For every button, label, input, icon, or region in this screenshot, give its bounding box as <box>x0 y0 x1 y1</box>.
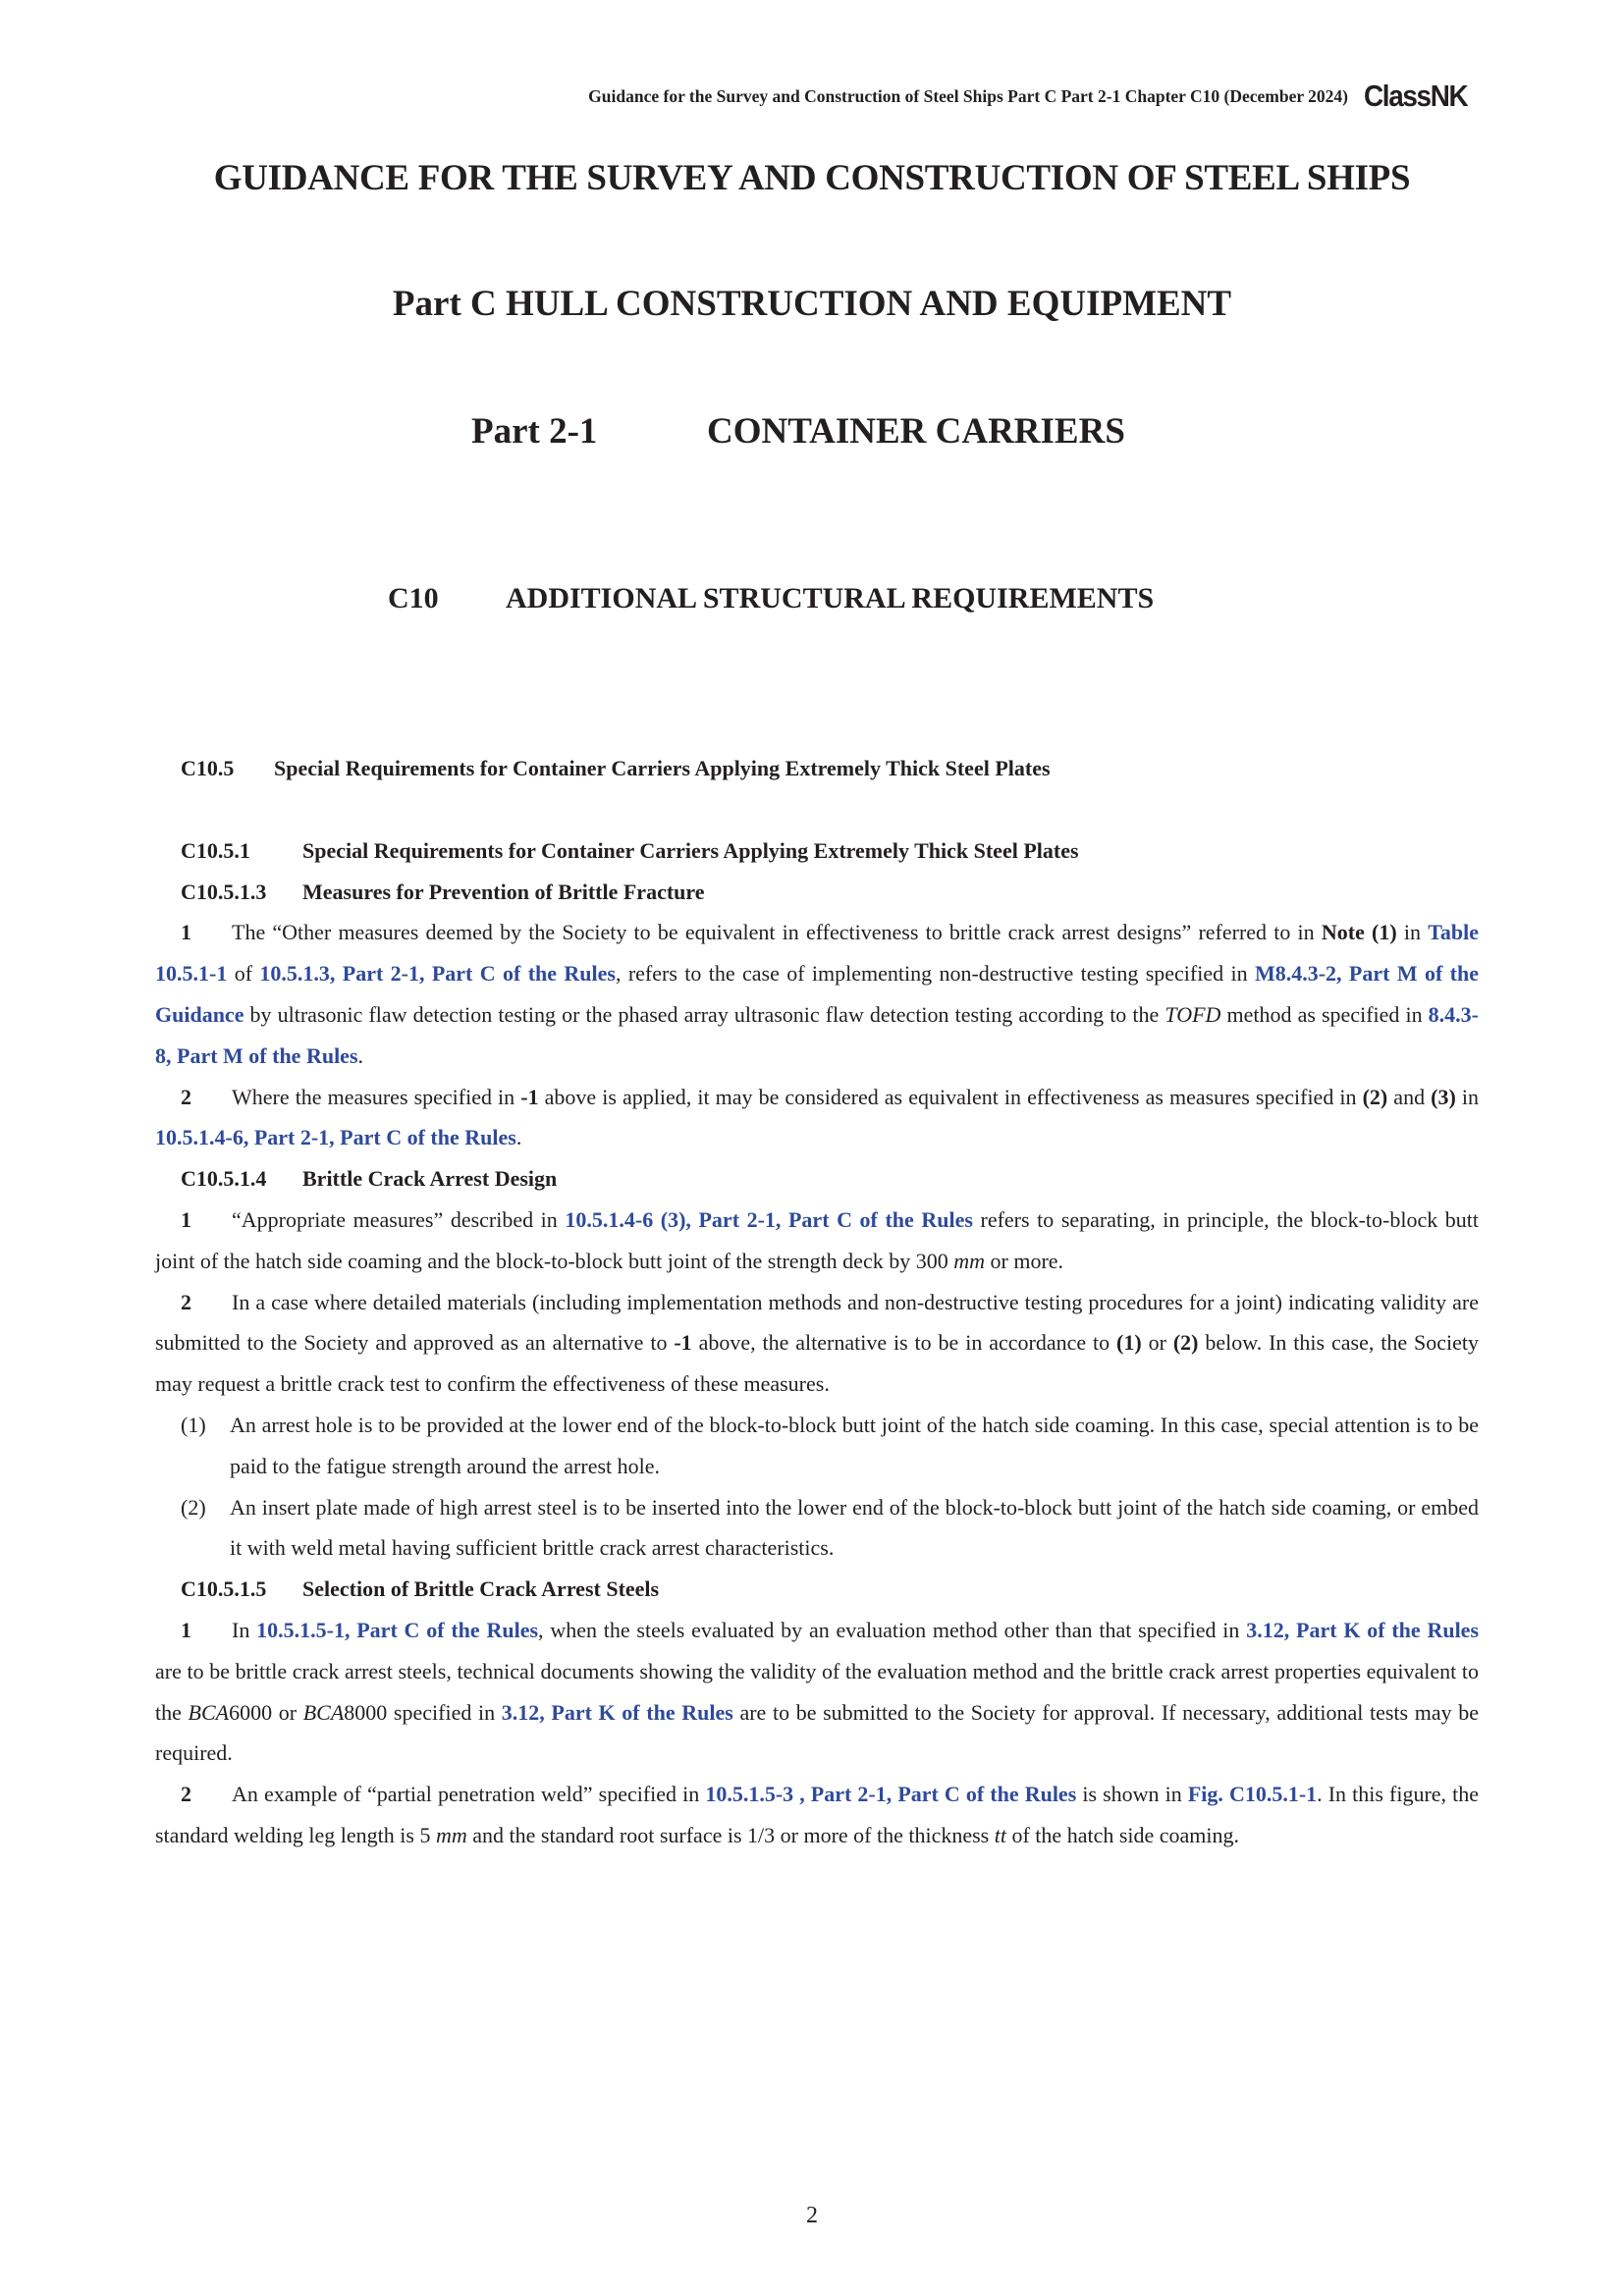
part-title: Part C HULL CONSTRUCTION AND EQUIPMENT <box>392 284 1232 324</box>
section-heading <box>155 748 1479 789</box>
paragraph: 2 In a case where detailed materials (including implementation methods and non-destructive testing procedures for a joint) indicating validity are submitted to the Society and approved as an alternative to -1 above, the alternative is to be in accordance to (1) or (2) below. In this case, the Society may request a brittle crack test to confirm the effectiveness of these measures. <box>155 1282 1479 1405</box>
subpart-number: Part 2-1 <box>471 411 598 452</box>
classnk-logo: ClassNK <box>1364 79 1468 113</box>
section-title: Brittle Crack Arrest Design <box>302 1166 558 1192</box>
running-title: Guidance for the Survey and Construction of Steel Ships Part C Part 2-1 Chapter C10 (December 2024) <box>588 85 1348 106</box>
document-body <box>155 748 1479 1856</box>
running-header <box>588 79 1479 114</box>
paragraph: 1 The “Other measures deemed by the Society to be equivalent in effectiveness to brittle crack arrest designs” referred to in Note (1) in Table 10.5.1-1 of 10.5.1.3, Part 2-1, Part C of the Rules, refers to the case of implementing non-destructive testing specified in M8.4.3-2, Part M of the Guidance by ultrasonic flaw detection testing or the phased array ultrasonic flaw detection testing according to the TOFD method as specified in 8.4.3-8, Part M of the Rules. <box>155 912 1479 1076</box>
section-title: Measures for Prevention of Brittle Fracture <box>302 879 705 904</box>
paragraph: 2 An example of “partial penetration weld” specified in 10.5.1.5-3 , Part 2-1, Part C of the Rules is shown in Fig. C10.5.1-1. In this figure, the standard welding leg length is 5 mm and the standard root surface is 1/3 or more of the thickness tt of the hatch side coaming. <box>155 1774 1479 1856</box>
rule-link[interactable]: 10.5.1.4-6 (3), Part 2-1, Part C of the Rules <box>565 1206 973 1232</box>
subpart-name: CONTAINER CARRIERS <box>707 411 1125 452</box>
section-heading <box>155 1158 1479 1200</box>
main-title: GUIDANCE FOR THE SURVEY AND CONSTRUCTION OF STEEL SHIPS <box>213 158 1411 198</box>
rule-link[interactable]: 10.5.1.5-1, Part C of the Rules <box>256 1617 539 1642</box>
rule-link[interactable]: Table 10.5.1-1 <box>155 920 1479 987</box>
section-heading <box>155 872 1479 913</box>
rule-link[interactable]: 10.5.1.4-6, Part 2-1, Part C of the Rules <box>155 1125 516 1150</box>
paragraph-number: 1 <box>181 1206 191 1232</box>
paragraph-number: 1 <box>181 920 191 945</box>
paragraph-number: 2 <box>181 1289 191 1314</box>
paragraph: 1 In 10.5.1.5-1, Part C of the Rules, when the steels evaluated by an evaluation method other than that specified in 3.12, Part K of the Rules are to be brittle crack arrest steels, technical documents showing the validity of the evaluation method and the brittle crack arrest properties equivalent to the BCA6000 or BCA8000 specified in 3.12, Part K of the Rules are to be submitted to the Society for approval. If necessary, additional tests may be required. <box>155 1610 1479 1774</box>
rule-link[interactable]: 3.12, Part K of the Rules <box>501 1699 733 1725</box>
section-heading <box>155 1569 1479 1610</box>
sub-item-number: (2) <box>181 1494 206 1520</box>
paragraph-number: 2 <box>181 1084 191 1109</box>
rule-link[interactable]: 8.4.3-8, Part M of the Rules <box>155 1001 1479 1068</box>
figure-link[interactable]: Fig. C10.5.1-1 <box>1187 1782 1318 1807</box>
section-number: C10.5.1.5 <box>181 1576 267 1602</box>
section-title: Special Requirements for Container Carriers Applying Extremely Thick Steel Plates <box>302 837 1079 863</box>
paragraph: 1 “Appropriate measures” described in 10.5.1.4-6 (3), Part 2-1, Part C of the Rules refers to separating, in principle, the block-to-block butt joint of the hatch side coaming and the block-to-block butt joint of the strength deck by 300 mm or more. <box>155 1200 1479 1282</box>
chapter-name: ADDITIONAL STRUCTURAL REQUIREMENTS <box>506 582 1155 614</box>
section-number: C10.5.1.4 <box>181 1166 267 1192</box>
section-number: C10.5.1.3 <box>181 879 267 904</box>
sub-item: (2) An insert plate made of high arrest steel is to be inserted into the lower end of the block-to-block butt joint of the hatch side coaming, or embed it with weld metal having sufficient brittle crack arrest characteristics. <box>155 1487 1479 1570</box>
section-title: Special Requirements for Container Carriers Applying Extremely Thick Steel Plates <box>274 756 1051 780</box>
section-number: C10.5 <box>181 756 235 780</box>
rule-link[interactable]: 10.5.1.5-3 , Part 2-1, Part C of the Rules <box>705 1782 1077 1807</box>
page-number: 2 <box>806 2203 818 2228</box>
section-number: C10.5.1 <box>181 837 250 863</box>
chapter-title <box>388 582 1154 615</box>
sub-item-number: (1) <box>181 1412 206 1437</box>
paragraph-number: 2 <box>181 1782 191 1807</box>
chapter-number: C10 <box>388 582 439 614</box>
subpart-title <box>471 410 1125 453</box>
sub-item: (1) An arrest hole is to be provided at the lower end of the block-to-block butt joint of the hatch side coaming. In this case, special attention is to be paid to the fatigue strength around the arrest hole. <box>155 1405 1479 1487</box>
rule-link[interactable]: 3.12, Part K of the Rules <box>1246 1617 1480 1642</box>
section-heading <box>155 830 1479 872</box>
paragraph-number: 1 <box>181 1617 191 1642</box>
paragraph: 2 Where the measures specified in -1 above is applied, it may be considered as equivalent in effectiveness as measures specified in (2) and (3) in 10.5.1.4-6, Part 2-1, Part C of the Rules. <box>155 1077 1479 1159</box>
rule-link[interactable]: M8.4.3-2, Part M of the Guidance <box>155 961 1479 1027</box>
rule-link[interactable]: 10.5.1.3, Part 2-1, Part C of the Rules <box>259 961 616 987</box>
section-title: Selection of Brittle Crack Arrest Steels <box>302 1576 660 1602</box>
